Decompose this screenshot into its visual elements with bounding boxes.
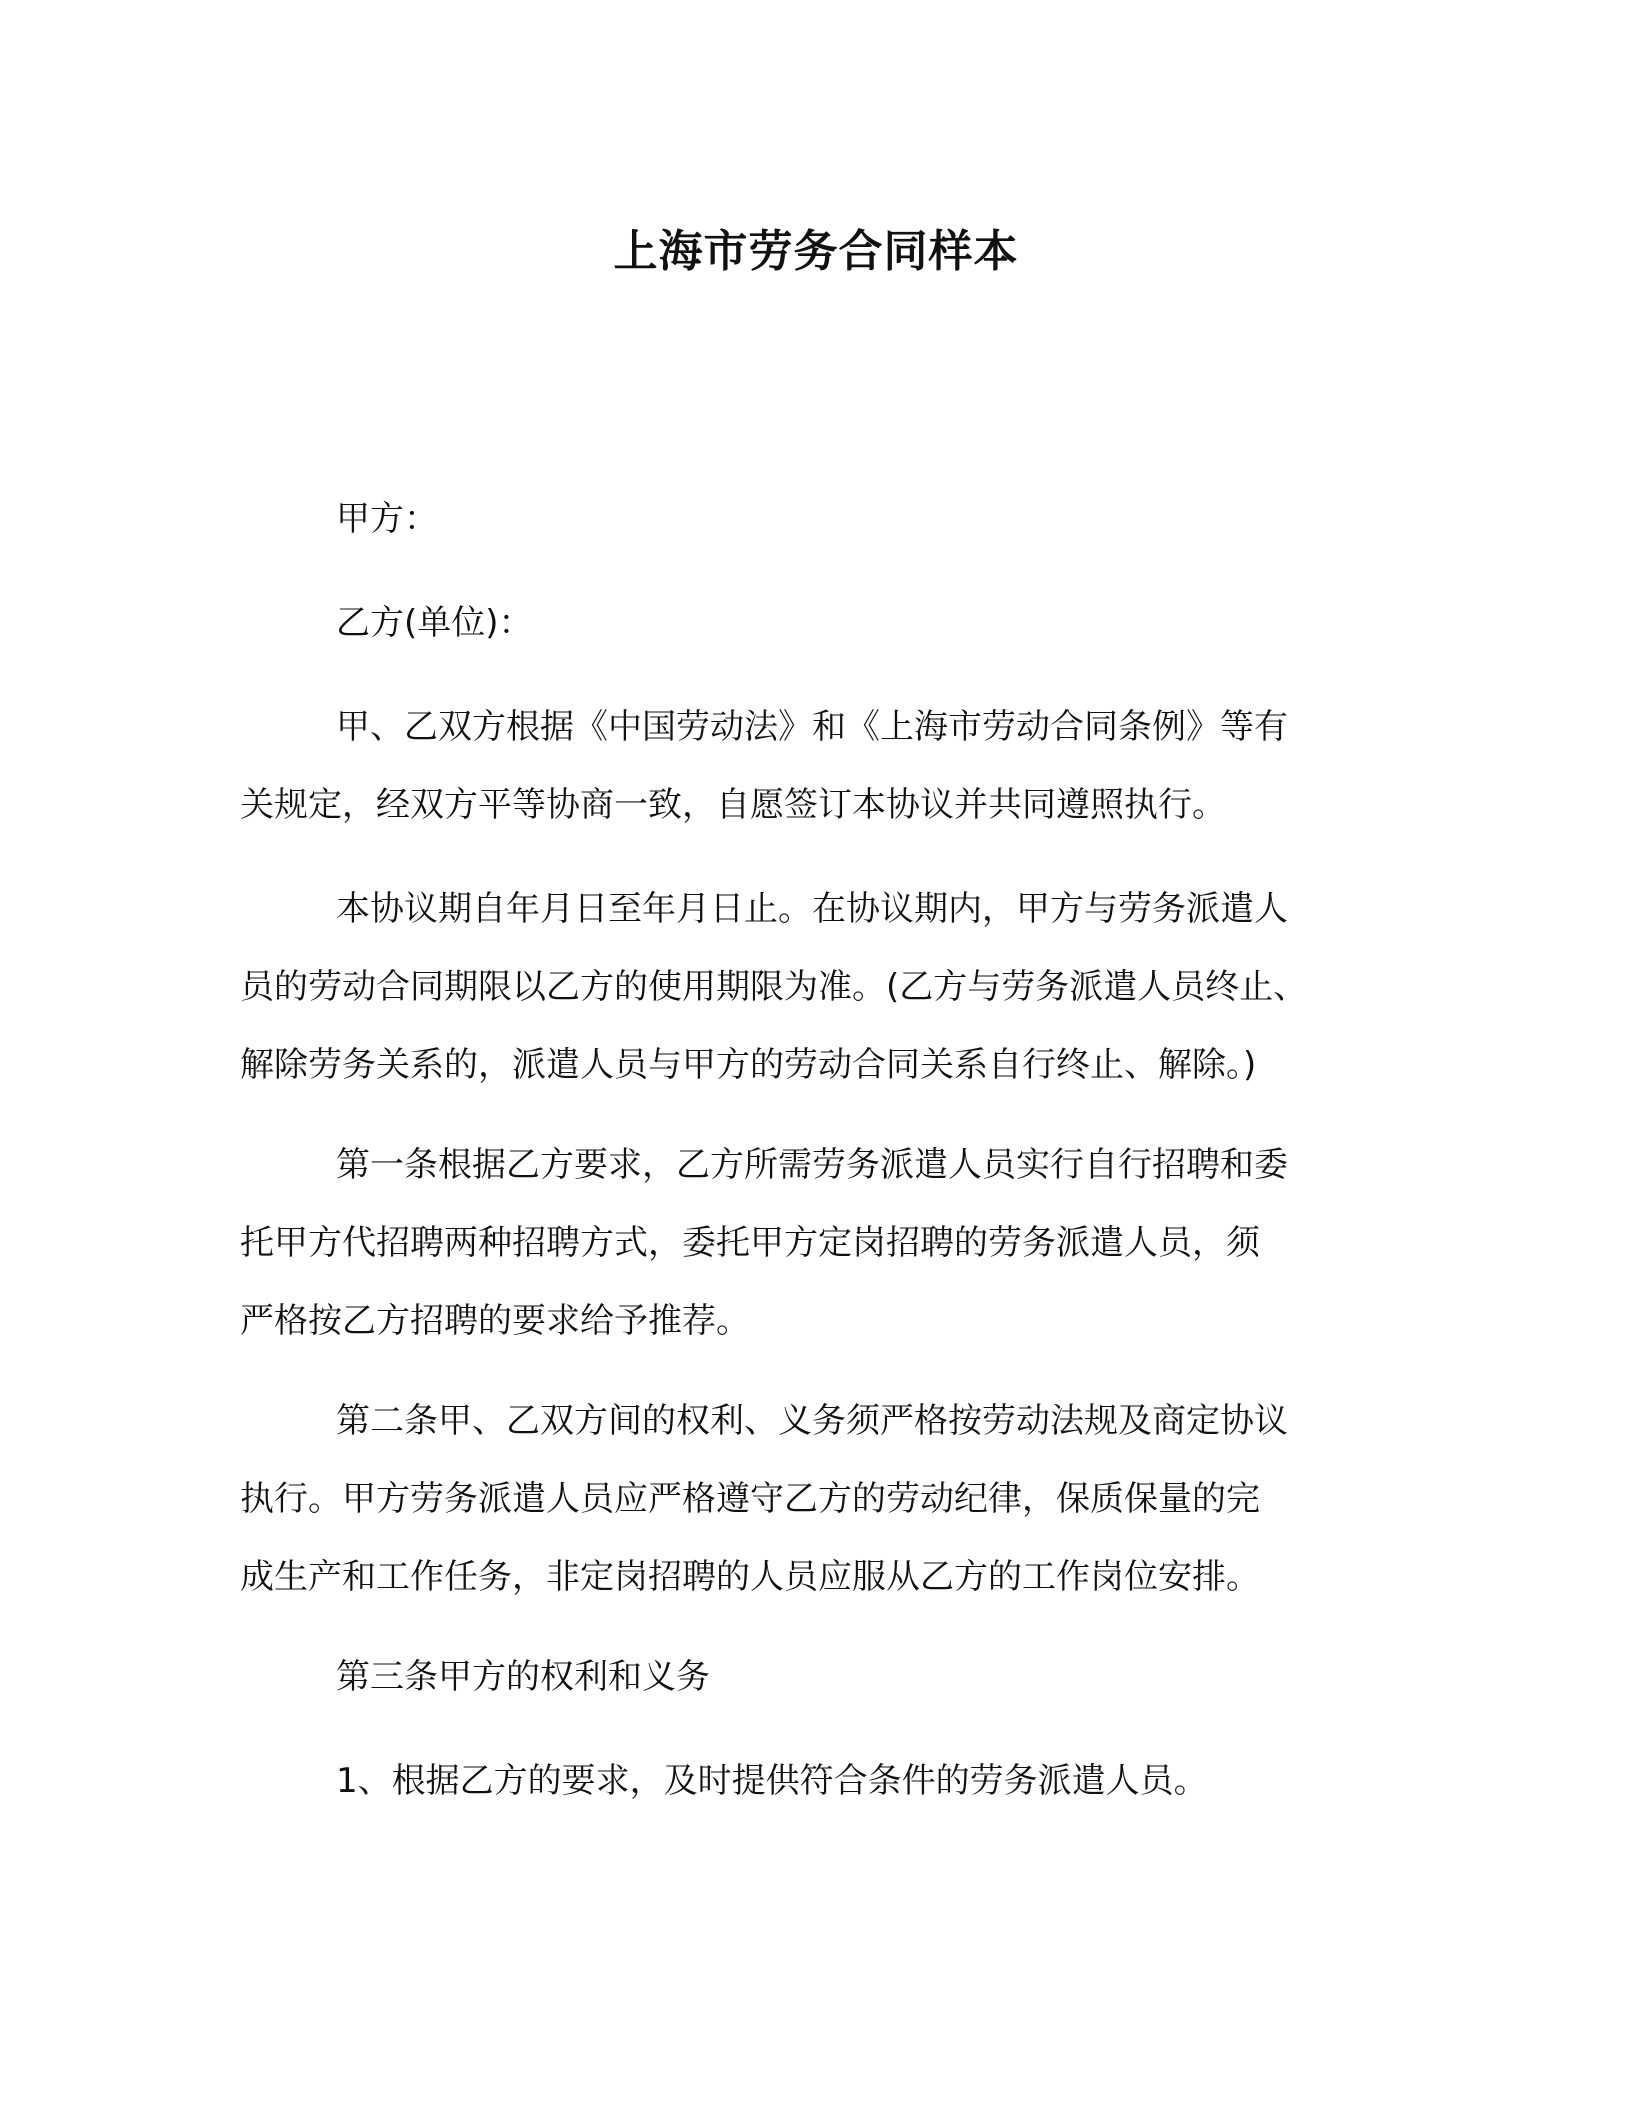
party-b-label: 乙方(单位)：: [336, 603, 533, 643]
article-2-line-1: 第二条甲、乙双方间的权利、义务须严格按劳动法规及商定协议: [336, 1401, 1288, 1441]
article-2-line-3: 成生产和工作任务，非定岗招聘的人员应服从乙方的工作岗位安排。: [240, 1557, 1260, 1597]
article-2-line-2: 执行。甲方劳务派遣人员应严格遵守乙方的劳动纪律，保质保量的完: [240, 1479, 1260, 1519]
party-a-label: 甲方：: [336, 499, 438, 539]
term-paragraph: [240, 870, 1390, 1104]
term-line-2: 员的劳动合同期限以乙方的使用期限为准。(乙方与劳务派遣人员终止、: [240, 967, 1308, 1007]
intro-line-2: 关规定，经双方平等协商一致，自愿签订本协议并共同遵照执行。: [240, 785, 1226, 825]
article-1-paragraph: [240, 1126, 1390, 1360]
document-title: 上海市劳务合同样本: [613, 226, 1019, 277]
article-3-item-1: 1、根据乙方的要求，及时提供符合条件的劳务派遣人员。: [336, 1761, 1208, 1801]
article-3-heading: 第三条甲方的权利和义务: [336, 1657, 710, 1697]
article-2-paragraph: [240, 1382, 1390, 1616]
intro-line-1: 甲、乙双方根据《中国劳动法》和《上海市劳动合同条例》等有: [336, 707, 1288, 747]
article-1-line-1: 第一条根据乙方要求，乙方所需劳务派遣人员实行自行招聘和委: [336, 1145, 1288, 1185]
term-line-3: 解除劳务关系的，派遣人员与甲方的劳动合同关系自行终止、解除。): [240, 1045, 1257, 1085]
article-1-line-3: 严格按乙方招聘的要求给予推荐。: [240, 1301, 750, 1341]
intro-paragraph: [240, 688, 1390, 844]
article-1-line-2: 托甲方代招聘两种招聘方式，委托甲方定岗招聘的劳务派遣人员，须: [240, 1223, 1260, 1263]
term-line-1: 本协议期自年月日至年月日止。在协议期内，甲方与劳务派遣人: [336, 889, 1288, 929]
